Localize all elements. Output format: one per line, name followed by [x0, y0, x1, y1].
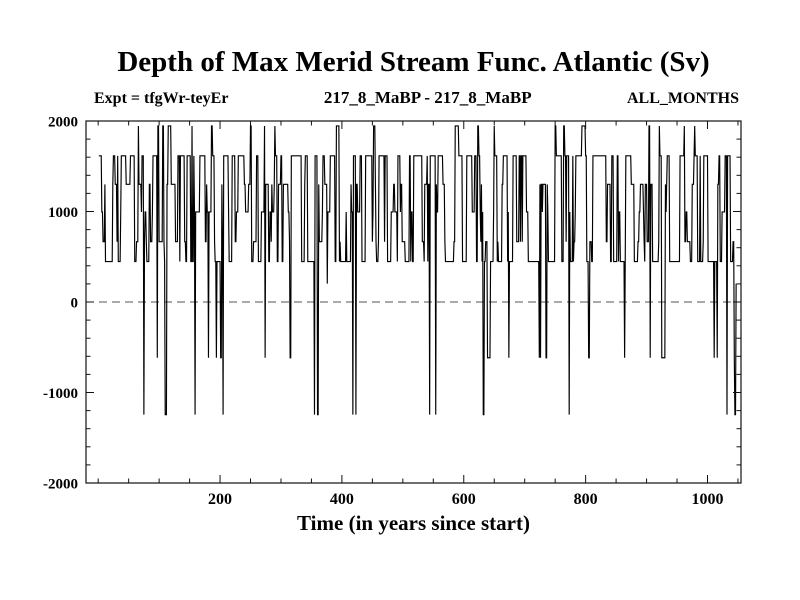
subtitle-experiment: Expt = tfgWr-teyEr	[94, 90, 229, 107]
y-tick-label: -2000	[43, 476, 78, 493]
x-tick-label: 800	[573, 491, 598, 508]
x-tick-label: 200	[208, 491, 233, 508]
data-series-path	[99, 126, 736, 415]
y-tick-label: 1000	[48, 204, 78, 221]
y-tick-label: 2000	[48, 114, 78, 131]
subtitle-months: ALL_MONTHS	[626, 90, 739, 107]
subtitle-period: 217_8_MaBP - 217_8_MaBP	[323, 88, 532, 107]
x-tick-label: 400	[329, 491, 354, 508]
y-tick-label: 0	[70, 295, 78, 312]
x-tick-label: 600	[451, 491, 476, 508]
x-tick-label: 1000	[691, 491, 724, 508]
x-axis-title: Time (in years since start)	[297, 511, 530, 535]
y-tick-label: -1000	[43, 385, 78, 402]
chart-title: Depth of Max Merid Stream Func. Atlantic (Sv)	[117, 46, 710, 78]
